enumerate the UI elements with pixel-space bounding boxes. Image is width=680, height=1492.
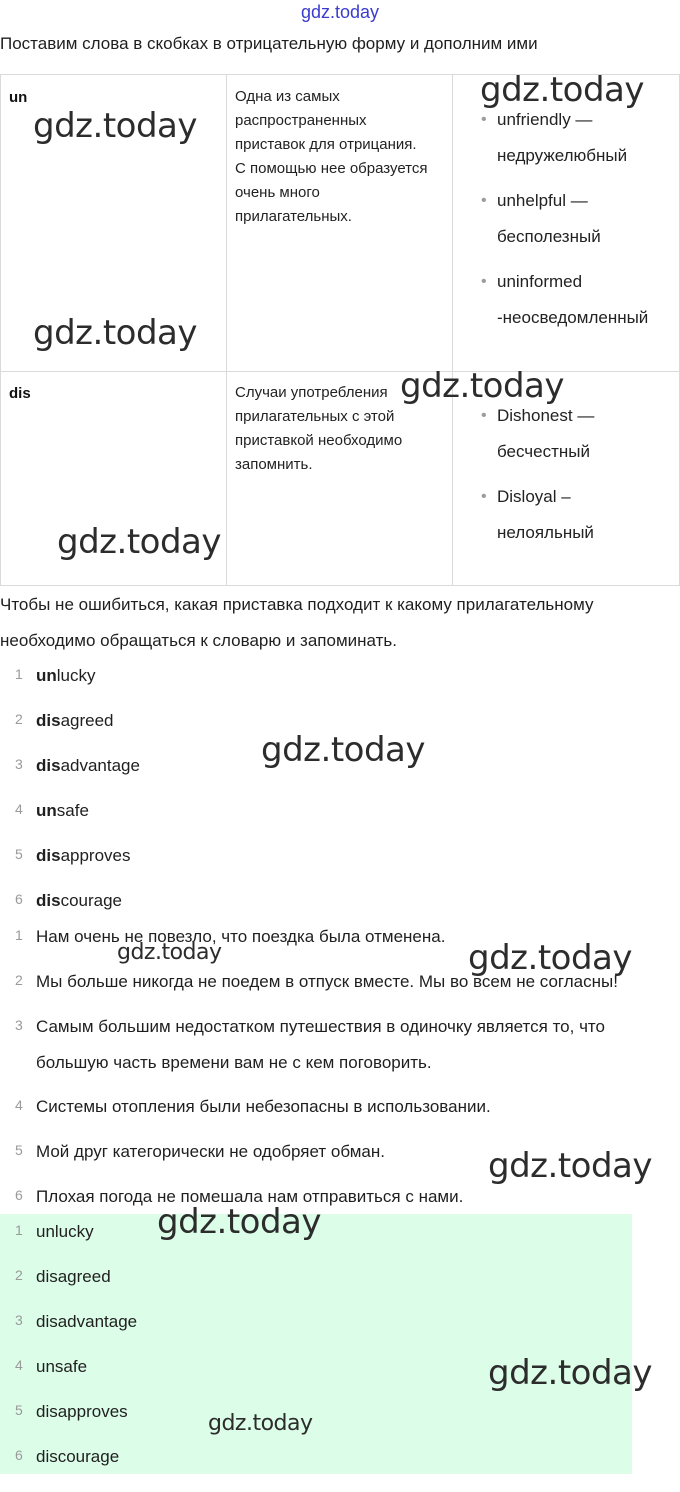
list-item: • uninformed -неосведомленный [478,264,648,336]
table-col-divider [452,74,453,586]
description-cell: Случаи употребления прилагательных с этой приставкой необходимо запомнить. [235,384,403,473]
answers-box [0,1214,632,1474]
watermark: gdz.today [208,1411,313,1436]
examples-cell [478,102,648,345]
watermark: gdz.today [33,313,197,353]
watermark: gdz.today [400,366,564,406]
note-line: Чтобы не ошибиться, какая приставка подходит к какому прилагательному [0,595,594,614]
site-brand-link[interactable]: gdz.today [300,2,380,22]
bullet-icon: • [481,488,487,505]
bullet-icon: • [481,111,487,128]
watermark: gdz.today [488,1353,652,1393]
list-item: • unfriendly — недружелюбный [478,102,648,174]
watermark: gdz.today [261,730,425,770]
note-line: необходимо обращаться к словарю и запоминать. [0,631,397,650]
watermark: gdz.today [33,106,197,146]
watermark: gdz.today [480,70,644,110]
examples-cell [478,398,594,560]
list-item: • unhelpful — бесполезный [478,183,648,255]
table-border-left [0,74,1,586]
bullet-icon: • [481,407,487,424]
table-col-divider [226,74,227,586]
list-item: • Dishonest — бесчестный [478,398,594,470]
table-border-bottom [0,585,680,586]
intro-text: Поставим слова в скобках в отрицательную форму и дополним ими [0,34,538,53]
watermark: gdz.today [488,1146,652,1186]
bullet-icon: • [481,273,487,290]
watermark: gdz.today [57,522,221,562]
description-cell: Одна из самых распространенных приставок для отрицания. С помощью нее образуется очень много прилагательных. [235,88,428,225]
prefix-cell: un [9,89,28,106]
watermark: gdz.today [117,940,222,965]
bullet-icon: • [481,192,487,209]
list-item: • Disloyal – нелояльный [478,479,594,551]
watermark: gdz.today [157,1202,321,1242]
prefix-cell: dis [9,385,31,402]
watermark: gdz.today [468,938,632,978]
table-row-divider [0,371,680,372]
